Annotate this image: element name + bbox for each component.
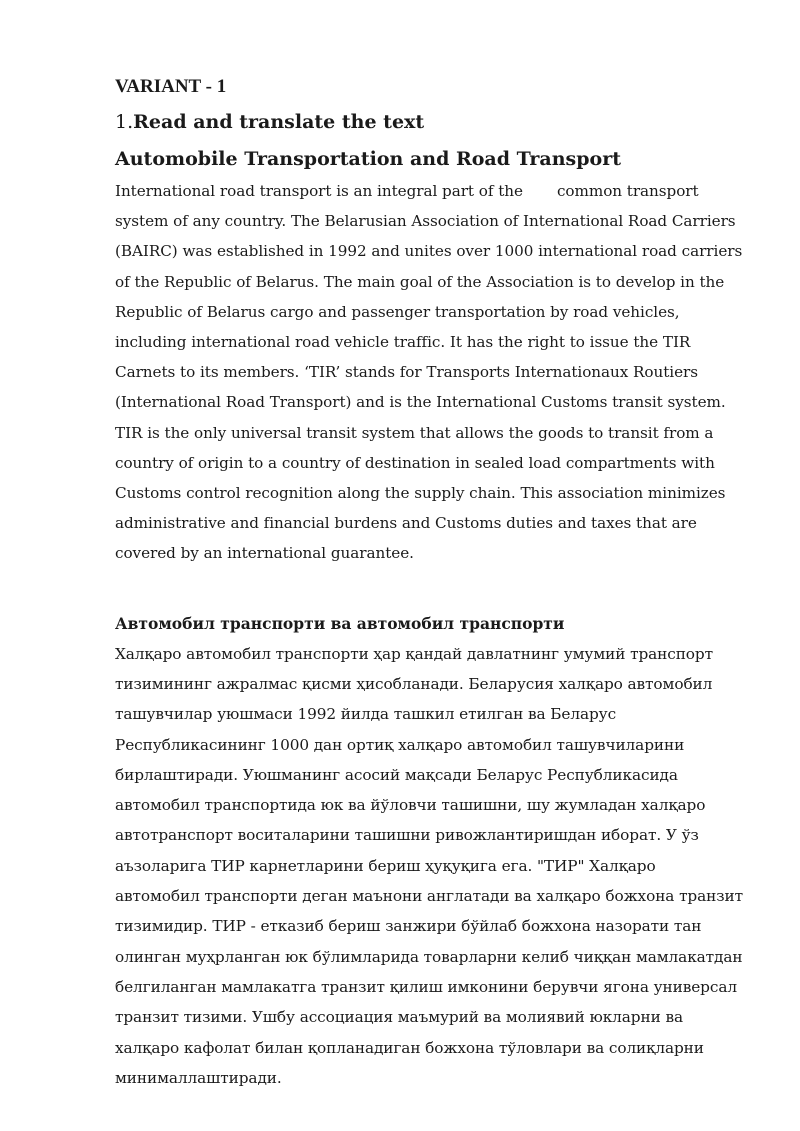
uzbek-title: Автомобил транспорти ва автомобил транспорти — [115, 613, 565, 633]
english-paragraph-rest: common transport system of any country. The Belarusian Association of International Road Carriers (BAIRC) was established in 1992 and unites over 1000 international road carriers of the Republic of Belarus. The main goal of the Association is to develop in the Republic of Belarus cargo and passenger transportation by road vehicles, including international road vehicle traffic. It has the right to issue the TIR Carnets to its members. ‘TIR’ stands for Transports Internationaux Routiers (International Road Transport) and is the International Customs transit system. TIR is the only universal transit system that allows the goods to transit from a country of origin to a country of destination in sealed load compartments with Customs control recognition along the supply chain. This association minimizes administrative and financial burdens and Customs duties and taxes that are covered by an international guarantee. — [115, 182, 743, 563]
english-paragraph — [115, 176, 745, 569]
document-page — [115, 74, 745, 1093]
task-number: 1. — [115, 111, 134, 133]
variant-heading: VARIANT - 1 — [115, 76, 227, 97]
uzbek-paragraph: Халқаро автомобил транспорти ҳар қандай давлатнинг умумий транспорт тизимининг ажралмас қисми ҳисобланади. Беларусия халқаро автомобил ташувчилар уюшмаси 1992 йилда ташкил етилган ва Беларус Республикасининг 1000 дан ортиқ халқаро автомобил ташувчиларини бирлаштиради. Уюшманинг асосий мақсади Беларус Республикасида автомобил транспортида юк ва йўловчи ташишни, шу жумладан халқаро автотранспорт воситаларини ташишни ривожлантиришдан иборат. У ўз аъзоларига ТИР карнетларини бериш ҳуқуқига ега. "ТИР" Халқаро автомобил транспорти деган маънони англатади ва халқаро божхона транзит тизимидир. ТИР - етказиб бериш занжири бўйлаб божхона назорати тан олинган муҳрланган юк бўлимларида товарларни келиб чиққан мамлакатдан белгиланган мамлакатга транзит қилиш имконини берувчи ягона универсал транзит тизими. Ушбу ассоциация маъмурий ва молиявий юкларни ва халқаро кафолат билан қопланадиган божхона тўловлари ва солиқларни минималлаштиради. — [115, 644, 743, 1087]
english-title: Automobile Transportation and Road Transport — [115, 148, 621, 170]
task-heading — [115, 108, 745, 136]
task-text: Read and translate the text — [133, 111, 425, 133]
english-paragraph-start: International road transport is an integral part of the — [115, 182, 523, 200]
